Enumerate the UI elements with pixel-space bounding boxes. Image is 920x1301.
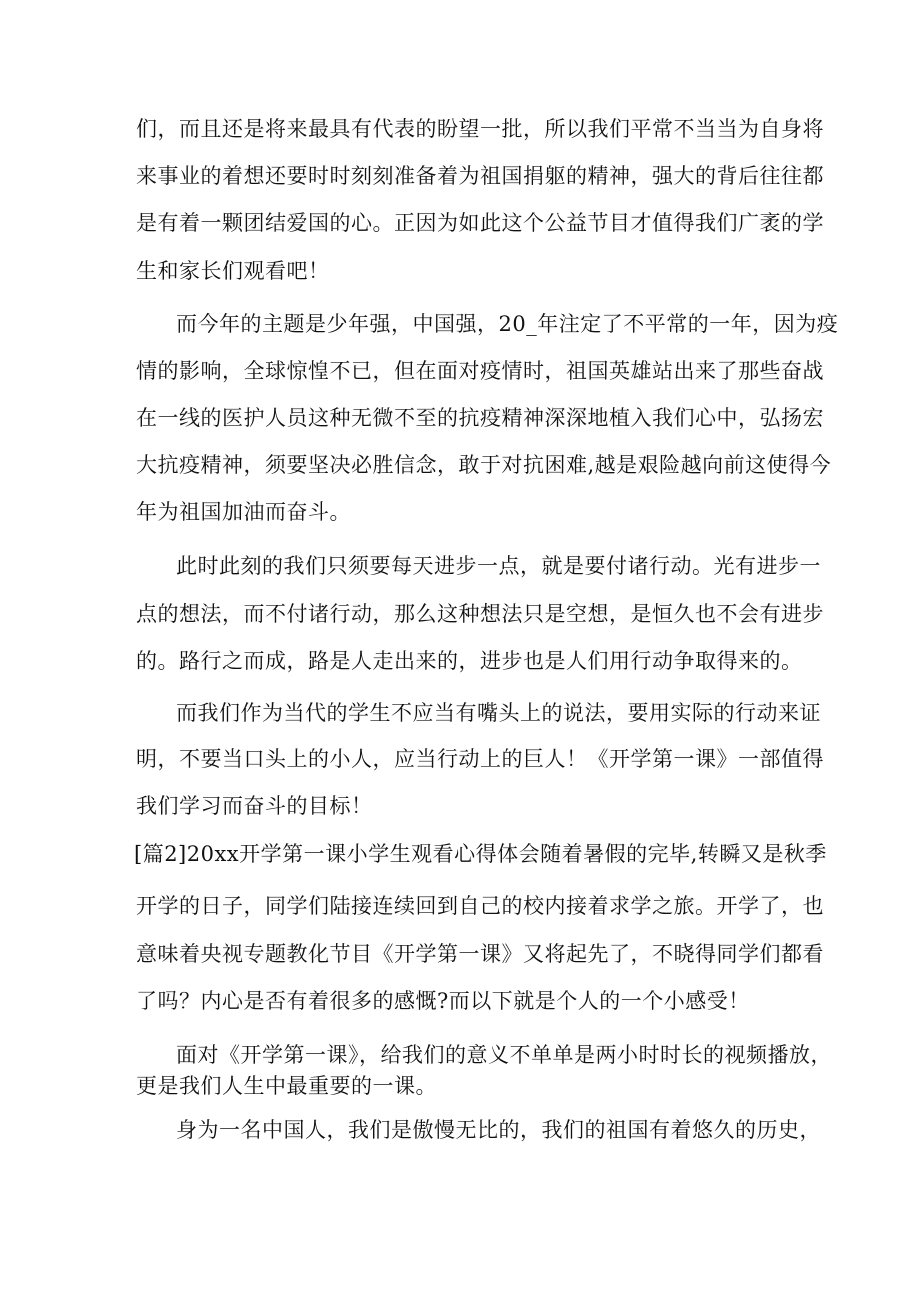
text-line: 来事业的着想还要时时刻刻准备着为祖国捐躯的精神，强大的背后往往都 <box>136 164 824 188</box>
text-line: 我们学习而奋斗的目标！ <box>136 794 373 818</box>
text-line: 更是我们人生中最重要的一课。 <box>136 1074 437 1098</box>
text-line: 意味着央视专题教化节目《开学第一课》又将起先了，不晓得同学们都看 <box>136 942 824 966</box>
text-line: 面对《开学第一课》，给我们的意义不单单是两小时时长的视频播放， <box>176 1043 832 1067</box>
text-line: 年为祖国加油而奋斗。 <box>136 500 351 524</box>
text-line: 们，而且还是将来最具有代表的盼望一批，所以我们平常不当当为自身将 <box>136 117 824 141</box>
text-line: 身为一名中国人，我们是傲慢无比的，我们的祖国有着悠久的历史， <box>176 1118 821 1142</box>
text-line: 而我们作为当代的学生不应当有嘴头上的说法，要用实际的行动来证 <box>176 701 821 725</box>
text-line: 大抗疫精神，须要坚决必胜信念，敢于对抗困难,越是艰险越向前这使得今 <box>136 453 832 477</box>
text-line: 此时此刻的我们只须要每天进步一点，就是要付诸行动。光有进步一 <box>176 554 821 578</box>
section-heading-line: [篇2]20xx开学第一课小学生观看心得体会随着暑假的完毕,转瞬又是秋季 <box>134 842 827 866</box>
text-line: 情的影响，全球惊惶不已，但在面对疫情时，祖国英雄站出来了那些奋战 <box>136 359 824 383</box>
text-line: 的。路行之而成，路是人走出来的，进步也是人们用行动争取得来的。 <box>136 649 803 673</box>
text-line: 而今年的主题是少年强，中国强，20_年注定了不平常的一年，因为疫 <box>176 312 839 336</box>
text-line: 点的想法，而不付诸行动，那么这种想法只是空想，是恒久也不会有进步 <box>136 602 824 626</box>
text-line: 了吗？内心是否有着很多的感慨?而以下就是个人的一个小感受！ <box>136 989 750 1013</box>
text-line: 开学的日子，同学们陆接连续回到自己的校内接着求学之旅。开学了，也 <box>136 894 824 918</box>
text-line: 在一线的医护人员这种无微不至的抗疫精神深深地植入我们心中，弘扬宏 <box>136 406 824 430</box>
text-line: 生和家长们观看吧！ <box>136 259 330 283</box>
text-line: 明，不要当口头上的小人，应当行动上的巨人！《开学第一课》一部值得 <box>136 747 824 771</box>
text-line: 是有着一颗团结爱国的心。正因为如此这个公益节目才值得我们广袤的学 <box>136 211 824 235</box>
